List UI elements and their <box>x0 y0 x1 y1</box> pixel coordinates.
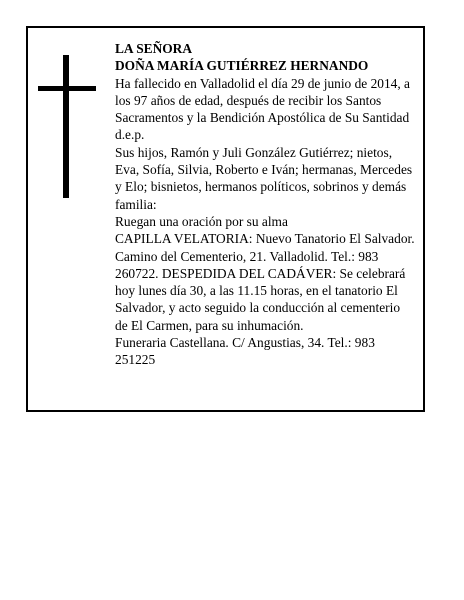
obituary-text <box>115 40 415 369</box>
chapel-and-funeral-details: CAPILLA VELATORIA: Nuevo Tanatorio El Salvador. Camino del Cementerio, 21. Valladolid. Tel.: 983 260722. DESPEDIDA DEL CADÁVER: Se celebrará hoy lunes día 30, a las 11.15 horas, en el tanatorio El Salvador, y acto seguido la conducción al cementerio de El Carmen, para su inhumación. <box>115 231 415 333</box>
deceased-name: DOÑA MARÍA GUTIÉRREZ HERNANDO <box>115 58 369 74</box>
latin-cross-icon <box>38 55 96 198</box>
prayer-request: Ruegan una oración por su alma <box>115 213 288 229</box>
cross-horizontal-bar <box>38 86 96 91</box>
death-announcement: Ha fallecido en Valladolid el día 29 de junio de 2014, a los 97 años de edad, después de recibir los Santos Sacramentos y la Bendición Apostólica de Su Santidad d.e.p. <box>115 75 411 143</box>
obituary-notice-frame <box>26 26 425 412</box>
heading-title: LA SEÑORA <box>115 41 193 56</box>
cross-vertical-bar <box>63 55 69 198</box>
family-list: Sus hijos, Ramón y Juli González Gutiérrez; nietos, Eva, Sofía, Silvia, Roberto e Iván; hermanas, Mercedes y Elo; bisnietos, hermanos políticos, sobrinos y demás familia: <box>115 144 413 212</box>
funeral-home-contact: Funeraria Castellana. C/ Angustias, 34. Tel.: 983 251225 <box>115 335 375 368</box>
